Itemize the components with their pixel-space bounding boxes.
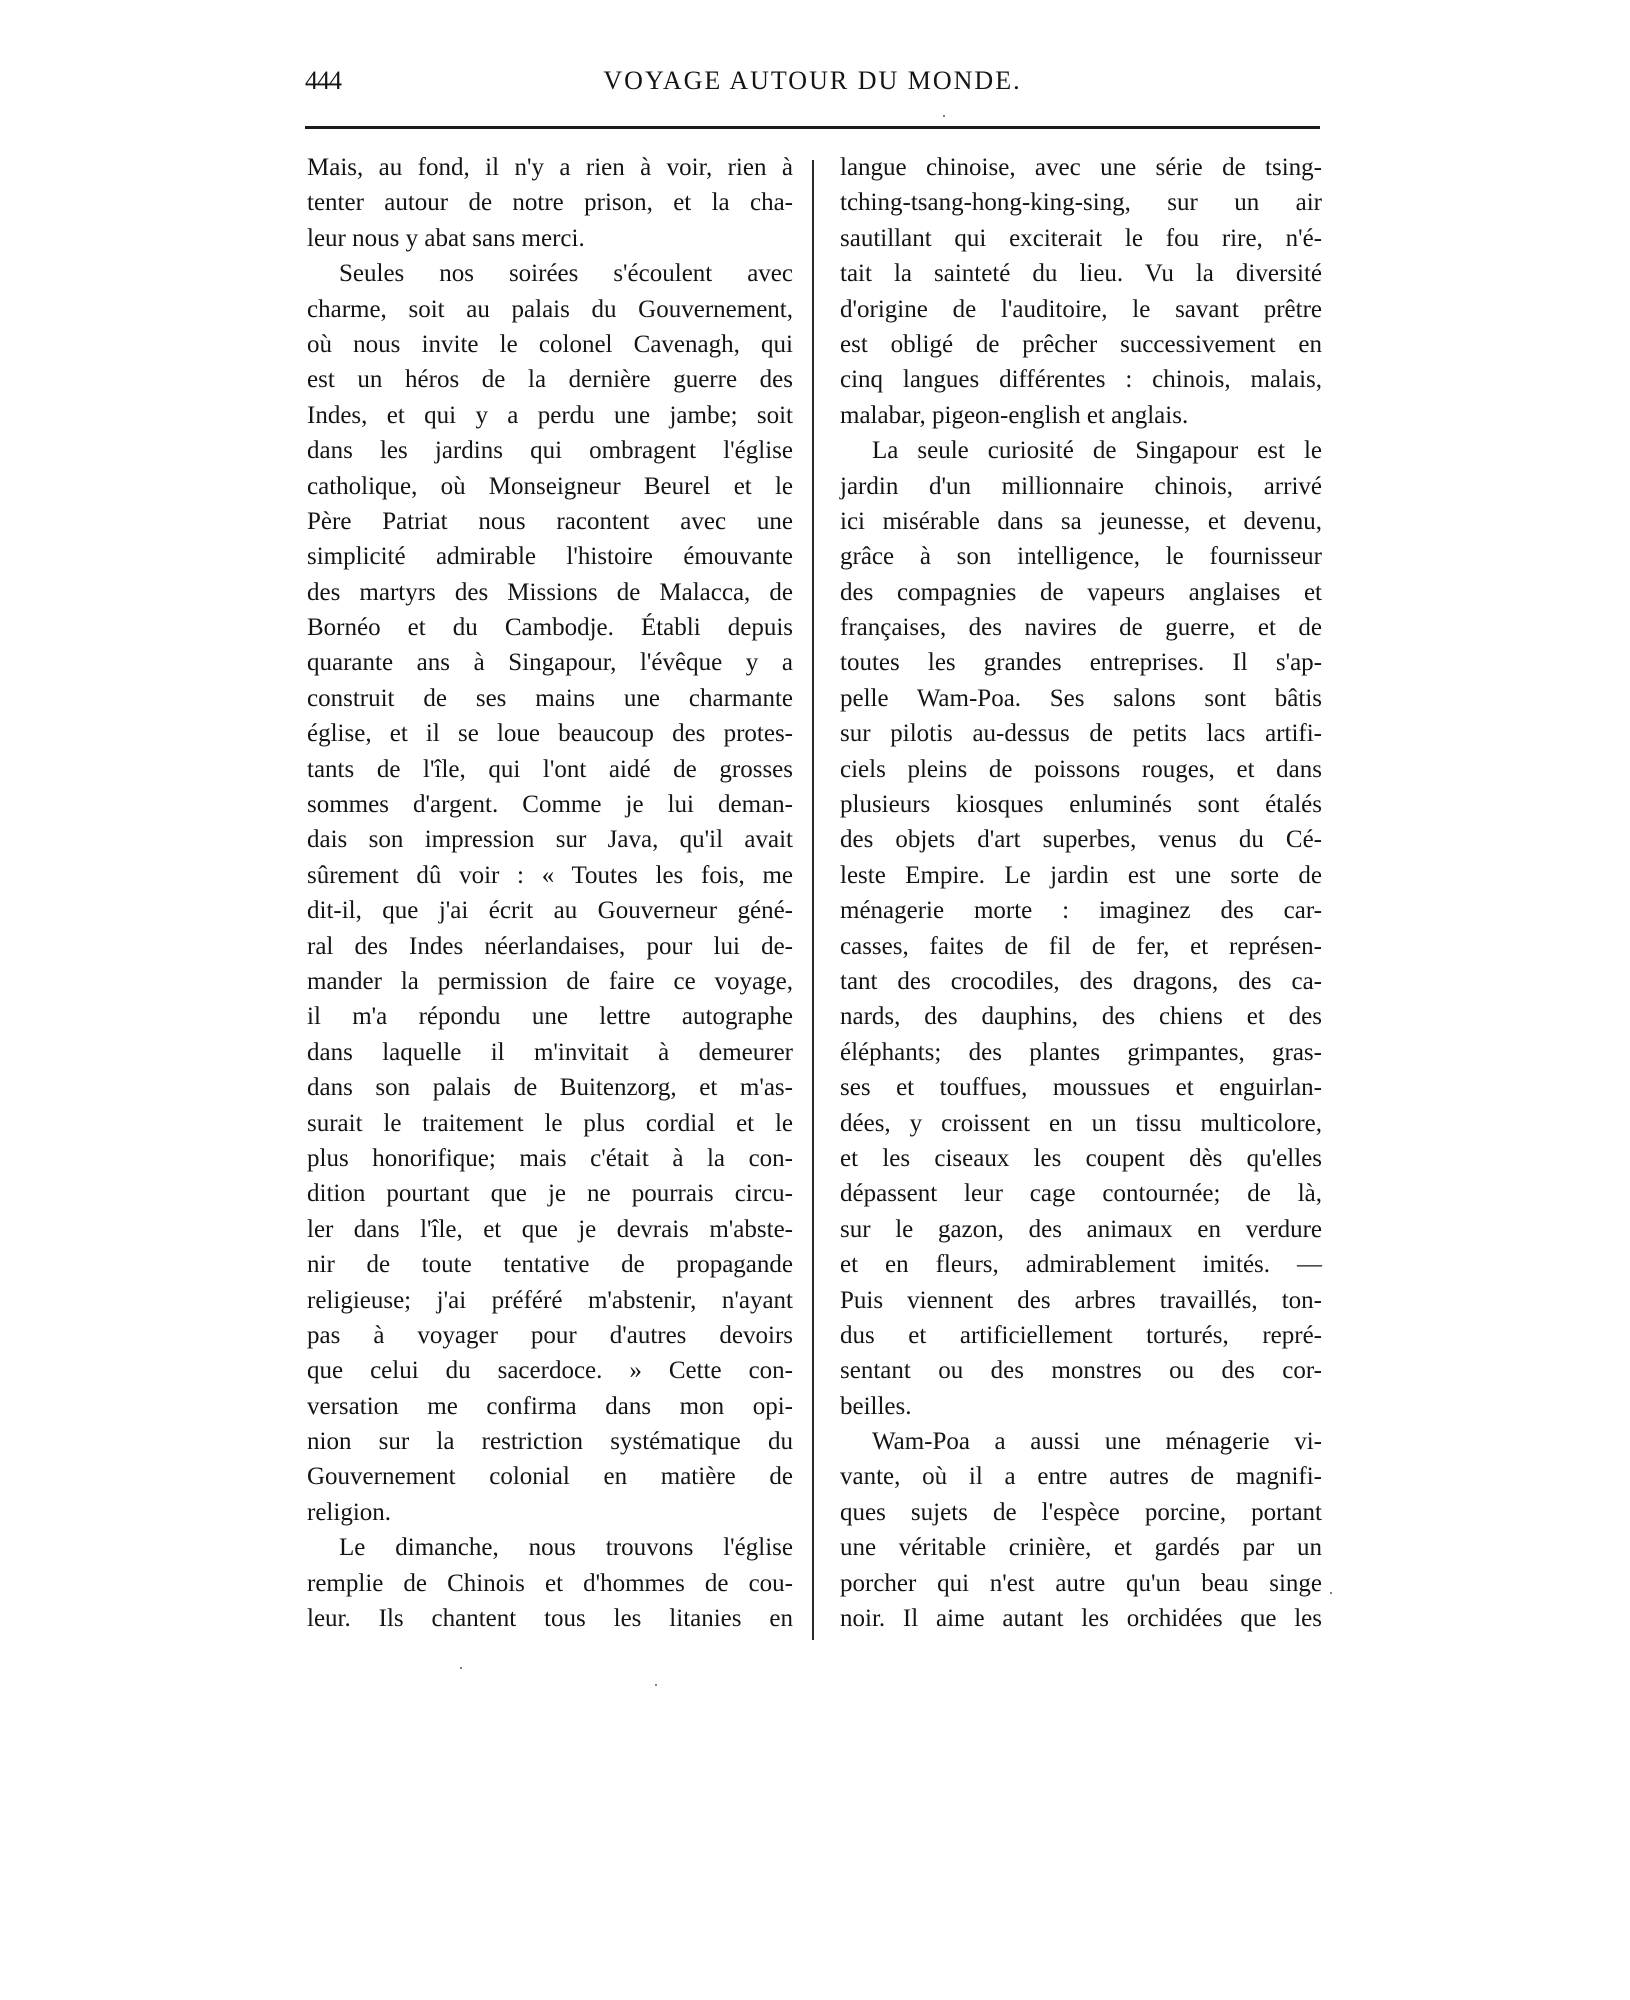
- text-line: ici misérable dans sa jeunesse, et devenu,: [840, 507, 1322, 535]
- running-title: VOYAGE AUTOUR DU MONDE.: [603, 66, 1022, 95]
- text-line: plusieurs kiosques enluminés sont étalés: [840, 791, 1322, 819]
- print-speck: [1330, 1592, 1332, 1594]
- text-line: dans son palais de Buitenzorg, et m'as-: [307, 1074, 793, 1102]
- text-line: et les ciseaux les coupent dès qu'elles: [840, 1144, 1322, 1172]
- text-line: beilles.: [840, 1392, 912, 1420]
- text-line: dais son impression sur Java, qu'il avait: [307, 826, 793, 854]
- text-line: charme, soit au palais du Gouvernement,: [307, 295, 793, 323]
- text-line: religieuse; j'ai préféré m'abstenir, n'ayant: [307, 1286, 793, 1314]
- text-line: porcher qui n'est autre qu'un beau singe: [840, 1569, 1322, 1597]
- text-line: dées, y croissent en un tissu multicolore,: [840, 1109, 1322, 1137]
- text-line: langue chinoise, avec une série de tsing-: [840, 154, 1322, 181]
- text-line: d'origine de l'auditoire, le savant prêtre: [840, 295, 1322, 323]
- text-line: construit de ses mains une charmante: [307, 684, 793, 712]
- text-line: sautillant qui exciterait le fou rire, n'é-: [840, 224, 1322, 252]
- text-line: sommes d'argent. Comme je lui deman-: [307, 791, 793, 819]
- text-line: pelle Wam-Poa. Ses salons sont bâtis: [840, 684, 1322, 712]
- text-line: une véritable crinière, et gardés par un: [840, 1534, 1322, 1562]
- text-line: quarante ans à Singapour, l'évêque y a: [307, 649, 793, 677]
- text-line: tants de l'île, qui l'ont aidé de grosses: [307, 755, 793, 783]
- text-line: dépassent leur cage contournée; de là,: [840, 1180, 1322, 1208]
- text-line: dus et artificiellement torturés, repré-: [840, 1321, 1322, 1349]
- text-line: tenter autour de notre prison, et la cha-: [307, 189, 793, 217]
- text-line: ses et touffues, moussues et enguirlan-: [840, 1074, 1322, 1102]
- running-head: [305, 66, 1320, 106]
- text-line: Puis viennent des arbres travaillés, ton-: [840, 1286, 1322, 1314]
- text-line: cinq langues différentes : chinois, malais,: [840, 366, 1322, 394]
- text-line: nards, des dauphins, des chiens et des: [840, 1003, 1322, 1031]
- text-line: ler dans l'île, et que je devrais m'abste-: [307, 1215, 793, 1243]
- text-line: ménagerie morte : imaginez des car-: [840, 897, 1322, 925]
- text-line: tching-tsang-hong-king-sing, sur un air: [840, 189, 1322, 217]
- text-line: vante, où il a entre autres de magnifi-: [840, 1463, 1322, 1491]
- text-line: dit-il, que j'ai écrit au Gouverneur géné-: [307, 897, 793, 925]
- paragraph-start-line: Le dimanche, nous trouvons l'église: [339, 1534, 793, 1562]
- column-separator: [812, 160, 814, 1640]
- text-line: église, et il se loue beaucoup des protes-: [307, 720, 793, 748]
- paragraph-start-line: Seules nos soirées s'écoulent avec: [339, 260, 793, 288]
- text-line: sur le gazon, des animaux en verdure: [840, 1215, 1322, 1243]
- text-line: grâce à son intelligence, le fournisseur: [840, 543, 1322, 571]
- text-line: leur nous y abat sans merci.: [307, 224, 585, 252]
- left-column: [307, 150, 793, 1636]
- text-line: et en fleurs, admirablement imités. —: [840, 1251, 1322, 1279]
- text-line: Gouvernement colonial en matière de: [307, 1463, 793, 1491]
- text-line: Père Patriat nous racontent avec une: [307, 507, 793, 535]
- text-line: jardin d'un millionnaire chinois, arrivé: [840, 472, 1322, 500]
- text-line: sur pilotis au-dessus de petits lacs artifi-: [840, 720, 1322, 748]
- print-speck: [655, 1684, 657, 1686]
- text-line: Bornéo et du Cambodje. Établi depuis: [307, 614, 793, 642]
- text-line: ral des Indes néerlandaises, pour lui de-: [307, 932, 793, 960]
- text-line: versation me confirma dans mon opi-: [307, 1392, 793, 1420]
- print-speck: [460, 1667, 462, 1669]
- text-line: Indes, et qui y a perdu une jambe; soit: [307, 401, 793, 429]
- text-line: dans les jardins qui ombragent l'église: [307, 437, 793, 465]
- text-line: toutes les grandes entreprises. Il s'ap-: [840, 649, 1322, 677]
- text-line: religion.: [307, 1498, 392, 1526]
- text-line: ciels pleins de poissons rouges, et dans: [840, 755, 1322, 783]
- header-rule: [305, 126, 1320, 129]
- text-line: des martyrs des Missions de Malacca, de: [307, 578, 793, 606]
- text-line: leste Empire. Le jardin est une sorte de: [840, 861, 1322, 889]
- text-line: ques sujets de l'espèce porcine, portant: [840, 1498, 1322, 1526]
- text-line: il m'a répondu une lettre autographe: [307, 1003, 793, 1031]
- paragraph-start-line: Wam-Poa a aussi une ménagerie vi-: [872, 1428, 1322, 1456]
- text-line: mander la permission de faire ce voyage,: [307, 967, 793, 995]
- text-line: casses, faites de fil de fer, et représen-: [840, 932, 1322, 960]
- text-line: pas à voyager pour d'autres devoirs: [307, 1321, 793, 1349]
- text-line: des objets d'art superbes, venus du Cé-: [840, 826, 1322, 854]
- text-line: est un héros de la dernière guerre des: [307, 366, 793, 394]
- text-line: éléphants; des plantes grimpantes, gras-: [840, 1038, 1322, 1066]
- text-line: dans laquelle il m'invitait à demeurer: [307, 1038, 793, 1066]
- text-line: simplicité admirable l'histoire émouvante: [307, 543, 793, 571]
- text-line: noir. Il aime autant les orchidées que les: [840, 1605, 1322, 1633]
- text-line: leur. Ils chantent tous les litanies en: [307, 1605, 793, 1633]
- right-column: [840, 150, 1322, 1636]
- text-line: que celui du sacerdoce. » Cette con-: [307, 1357, 793, 1385]
- text-line: françaises, des navires de guerre, et de: [840, 614, 1322, 642]
- text-line: malabar, pigeon-english et anglais.: [840, 401, 1189, 429]
- text-line: dition pourtant que je ne pourrais circu-: [307, 1180, 793, 1208]
- text-line: plus honorifique; mais c'était à la con-: [307, 1144, 793, 1172]
- text-line: nion sur la restriction systématique du: [307, 1428, 793, 1456]
- text-line: remplie de Chinois et d'hommes de cou-: [307, 1569, 793, 1597]
- text-line: Mais, au fond, il n'y a rien à voir, rien à: [307, 154, 793, 181]
- text-line: tait la sainteté du lieu. Vu la diversité: [840, 260, 1322, 288]
- text-line: nir de toute tentative de propagande: [307, 1251, 793, 1279]
- text-line: où nous invite le colonel Cavenagh, qui: [307, 330, 793, 358]
- paragraph-start-line: La seule curiosité de Singapour est le: [872, 437, 1322, 465]
- text-line: des compagnies de vapeurs anglaises et: [840, 578, 1322, 606]
- print-speck: [943, 115, 945, 117]
- text-line: tant des crocodiles, des dragons, des ca-: [840, 967, 1322, 995]
- text-line: sentant ou des monstres ou des cor-: [840, 1357, 1322, 1385]
- text-line: est obligé de prêcher successivement en: [840, 330, 1322, 358]
- text-line: sûrement dû voir : « Toutes les fois, me: [307, 861, 793, 889]
- text-line: surait le traitement le plus cordial et le: [307, 1109, 793, 1137]
- text-line: catholique, où Monseigneur Beurel et le: [307, 472, 793, 500]
- page-number: 444: [305, 66, 341, 95]
